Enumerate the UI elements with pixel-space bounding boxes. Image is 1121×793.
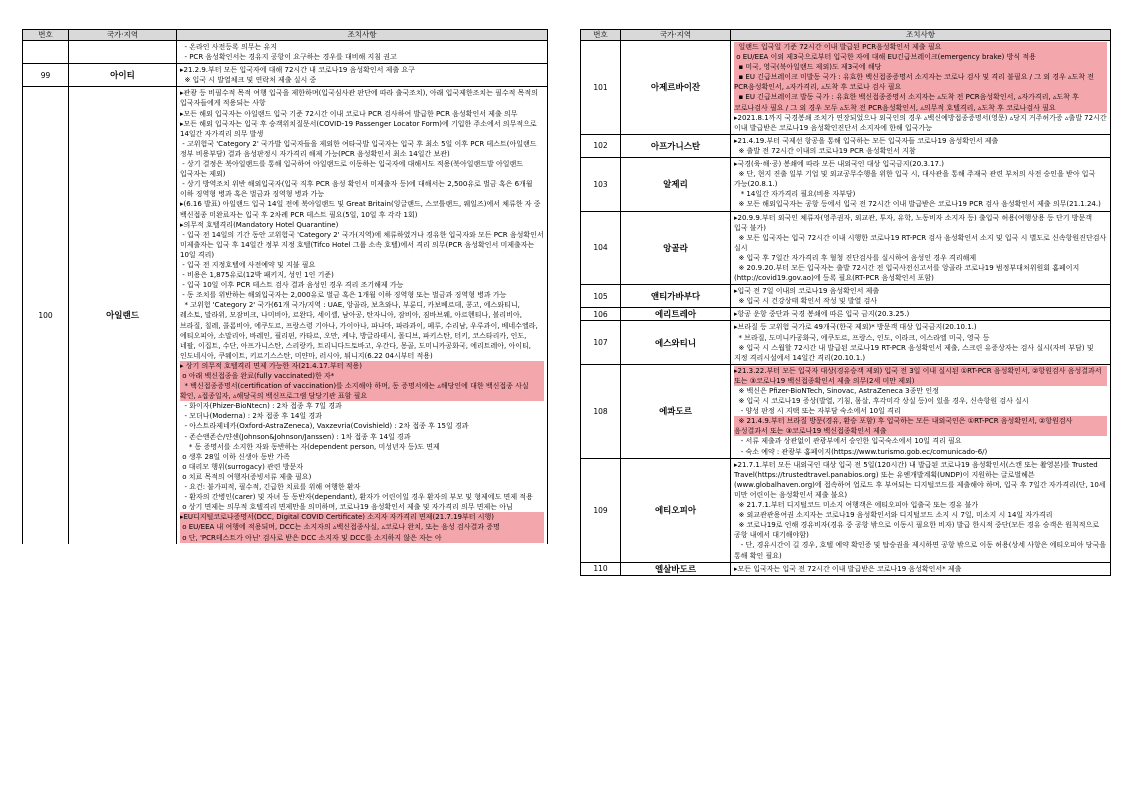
measure-line: ▸21.4.19.부터 국제선 항공을 통해 입국하는 모든 입국자들 코로나19 음성확인서 제출: [734, 136, 999, 145]
measure-line: - 양성 판정 시 지택 또는 자부담 숙소에서 10일 격리: [734, 407, 901, 416]
row-number: 104: [581, 211, 621, 285]
measure-line: ※ 백신은 Pfizer-BioNTech, Sinovac, AstraZeneca 3종만 인정: [734, 387, 939, 395]
country-name: 에스와티니: [621, 321, 731, 364]
table-row: [581, 211, 1111, 285]
measures-cell: [731, 285, 1111, 308]
highlighted-measure-line: ▪ 미국, 영국(북아일랜드 제외)도 제3국에 해당: [734, 62, 1107, 72]
measure-line: - PCR 음성확인서는 경유지 공항이 요구하는 경우를 대비해 지침 권고: [180, 53, 397, 62]
measures-cell: [731, 308, 1111, 321]
table-row: [581, 308, 1111, 321]
measure-line: ▸국경(육·해·공) 봉쇄에 따라 모든 내외국인 대상 입국금지(20.3.17.): [734, 160, 944, 169]
measure-line: ▸의무적 호텔격리(Mandatory Hotel Quarantine): [180, 220, 339, 229]
country-name: 엘살바도르: [621, 562, 731, 575]
measure-line: ※ 모든 해외입국자는 공항 등에서 입국 전 72시간 이내 발급받은 코로나19 PCR 검사 음성확인서 제출 의무(21.1.24.): [734, 200, 1101, 209]
measure-line: ▸관광 등 비필수적 목적 여행 입국을 제한하며(입국심사관 판단에 따라 출국조치), 아래 입국제한조치는 필수적 목적의 입국자들에게 적용되는 사항: [180, 89, 541, 108]
table-header-row: [581, 30, 1111, 41]
header-measures: 조치사항: [177, 30, 548, 41]
row-number: 106: [581, 308, 621, 321]
measure-line: - 비용은 1,875유로(12박 패키지, 성인 1인 기준): [180, 271, 334, 280]
table-row: [23, 64, 548, 87]
row-number: 101: [581, 41, 621, 135]
measure-line: ※ 입국 시 스웝할 72시간 내 발급된 코로나19 RT-PCR 음성확인서 제출, 스크린 유증상자는 검사 실시(자비 부담) 및 지정 격리시설에서 14일간 격리(20.10.1.): [734, 343, 1096, 362]
measure-line: * 14일간 자가격리 필요(비용 자부담): [734, 190, 856, 199]
table-row: [581, 41, 1111, 135]
header-num: 번호: [23, 30, 69, 41]
table-row: [581, 158, 1111, 211]
table-row: [581, 321, 1111, 364]
table-row: [581, 562, 1111, 575]
measure-line: - 입국 전 지정호텔에 사전예약 및 지불 필요: [180, 260, 316, 269]
measure-line: o 대리모 행위(surrogacy) 관련 방문자: [180, 462, 304, 471]
row-number: 109: [581, 458, 621, 562]
highlighted-measure-line: 일랜드 입국일 기준 72시간 이내 발급된 PCR음성확인서 제출 필요: [734, 42, 1107, 52]
row-number: [23, 41, 69, 64]
row-number: 99: [23, 64, 69, 87]
measure-line: - 환자의 간병인(carer) 및 자녀 등 동반자(dependant), 환자가 어린이일 경우 환자의 부모 및 형제에도 면제 적용: [180, 493, 533, 502]
measure-line: ※ 단, 현지 진출 일부 기업 및 외교공무수행을 위한 입국 시, 대사관을 통해 주재국 관련 부처의 사전 승인을 받아 입국 가능(20.8.1.): [734, 170, 1098, 189]
measures-cell: [731, 458, 1111, 562]
country-name: 에리트레아: [621, 308, 731, 321]
highlighted-measure-line: o EU/EEA 이외 제3국으로부터 입국한 자에 대해 EU긴급브레이크(emergency brake) 방식 적용: [734, 52, 1107, 62]
header-country: 국가·지역: [69, 30, 177, 41]
highlighted-measure-line: ▪ EU 긴급브레이크 발동 국가 : 유효한 백신접종증명서 소지자는 ▵도착 전 PCR음성확인서, ▵자가격리, ▵도착 후 코로나검사 필요 / 그 외 경우 모두 ▵도착 전 PCR음성확인서, ▵의무적 호텔격리, ▵도착 후 코로나검사 필요: [734, 92, 1107, 112]
row-number: 108: [581, 364, 621, 458]
measure-line: ▸모든 입국자는 입국 전 72시간 이내 발급받은 코로나19 음성확인서* 제출: [734, 564, 962, 573]
table-row: [581, 364, 1111, 458]
measure-line: ※ 모든 입국자는 입국 72시간 이내 시행한 코로나19 RT-PCR 검사 음성확인서 소지 및 입국 시 별도로 신속항원진단검사 실시: [734, 233, 1109, 252]
measure-line: ▸21.7.1.부터 모든 내외국인 대상 입국 전 5일(120시간) 내 발급된 코로나19 음성확인서(스캔 또는 촬영본)를 Trusted Travel(https://trustedtravel.panabios.org) 또는 유엔개발계획(UNDP)이 지원하는 글로벌헤븐(www.globalhaven.org)에 접속하여 업로드 후 부여되는 디지털코드를 제출해야 하며, 입국 후 7일간 자가격리(단, 10세 미만 어린이는 음성확인서 제출 불요): [734, 460, 1108, 499]
highlighted-measure-line: ▪ EU 긴급브레이크 미발동 국가 : 유효한 백신접종증명서 소지자는 코로나 검사 및 격리 불필요 / 그 외 경우 ▵도착 전 PCR음성확인서, ▵자가격리, ▵도착 후 코로나 검사 필요: [734, 72, 1107, 92]
measure-line: - 입국 전 14일의 기간 동안 고위험국 'Category 2' 국가(지역)에 체류하였거나 경유한 입국자와 모든 PCR 음성확인서 미제출자는 입국 후 14일간 정부 지정 호텔(Tifco Hotel 그룹 소속 호텔)에서 격리 의무(PCR 음성확인서 미제출자는 10일 격리): [180, 230, 546, 259]
measure-line: ▸브라질 등 고위험 국가로 49개국(한국 제외)* 방문객 대상 입국금지(20.10.1.): [734, 323, 977, 332]
header-num: 번호: [581, 30, 621, 41]
header-measures: 조치사항: [731, 30, 1111, 41]
measure-line: * 브라질, 도미니카공화국, 에쿠도르, 프랑스, 인도, 이라크, 이스라엘 미국, 영국 등: [734, 333, 990, 342]
measure-line: ※ 입국 시 발열체크 및 연락처 제출 실시 중: [180, 76, 317, 85]
highlighted-measure-line: o 아래 백신접종을 완료(fully vaccinated)한 자*: [180, 371, 544, 381]
country-name: 앙골라: [621, 211, 731, 285]
highlighted-measure-line: o 단, 'PCR테스트가 아닌' 검사로 받은 DCC 소지자 및 DCC를 소지하지 않은 자는 아: [180, 533, 544, 543]
measure-line: ※ 입국 후 7일간 자가격리 후 혈청 진단검사를 실시하여 음성인 경우 격리해제: [734, 253, 977, 262]
measure-line: o 상기 면제는 의무적 호텔격리 면제만을 의미하며, 코로나19 음성확인서 제출 및 자가격리 의무 면제는 아님: [180, 503, 513, 512]
highlighted-measure-line: ▸EU디지털코로나증명서(DCC, Digital COVID Certificate) 소지자 자가격리 면제(21.7.19부터 시행): [180, 512, 544, 522]
measures-cell: [177, 41, 548, 64]
measure-line: o 생후 28일 이하 신생아 동반 가족: [180, 452, 290, 461]
table-row: [23, 41, 548, 64]
measure-line: - 고위험국 'Category 2' 국가발 입국자들을 제외한 여타국발 입국자는 입국 후 최소 5일 이후 PCR 테스트(아일랜드 정부 비용부담) 결과 음성판정시 자가격리 해제 가능(PCR 음성확인서 최소 14일간 보관): [180, 139, 539, 158]
row-number: 105: [581, 285, 621, 308]
table-row: [581, 458, 1111, 562]
measure-line: ▸입국 전 7일 이내의 코로나19 음성확인서 제출: [734, 287, 880, 296]
highlighted-measure-line: * 백신접종증명서(certification of vaccination)를 소지해야 하며, 동 증명서에는 ▵해당인에 대한 백신접종 사실 확인, ▵접종일자, ▵해당국의 백신프로그램 담당기관 표함 필요: [180, 381, 544, 401]
measures-cell: [731, 321, 1111, 364]
measure-line: - 상기 방역조치 위반 해외입국자(입국 직후 PCR 음성 확인서 미제출자 등)에 대해서는 2,500유로 벌금 혹은 6개월 이하 징역형 병과 혹은 벌금과 징역형 병과 가능: [180, 180, 535, 199]
table-row: [581, 134, 1111, 157]
country-name: 아이티: [69, 64, 177, 87]
right-table-container: [580, 29, 1110, 576]
row-number: 103: [581, 158, 621, 211]
measure-line: ▸21.2.9.부터 모든 입국자에 대해 72시간 내 코로나19 음성확인서 제출 요구: [180, 66, 415, 75]
country-name: 에티오피아: [621, 458, 731, 562]
measures-cell: [731, 364, 1111, 458]
measure-line: ▸(6.16 발표) 아일랜드 입국 14일 전에 북아일랜드 및 Great Britain(잉글랜드, 스코틀랜드, 웨일즈)에서 체류한 자 중 백신접종 미완료자는 입국 후 2차례 PCR 테스트 필요(5일, 10일 후 각각 1회): [180, 200, 543, 219]
row-number: 102: [581, 134, 621, 157]
country-name: 알제리: [621, 158, 731, 211]
measure-line: ▸항공 운항 중단과 국경 봉쇄에 따른 입국 금지(20.3.25.): [734, 310, 910, 319]
measure-line: - 모더나(Moderna) : 2차 접종 후 14일 경과: [180, 412, 322, 421]
table-row: [581, 285, 1111, 308]
country-name: 아제르바이잔: [621, 41, 731, 135]
highlighted-measure-line: ※ 21.4.9.부터 브라질 방문(경유, 환승 포함) 후 입국하는 모든 내외국인은 ①RT-PCR 음성확인서, ②항원검사 음성결과서 또는 ③코로나19 백신접종확인서 제출: [734, 416, 1107, 436]
measure-line: - 온라인 사전등록 의무는 유지: [180, 43, 278, 51]
measure-line: ▸모든 해외 입국자는 입국 후 승객위치질문서(COVID-19 Passenger Locator Form)에 기입한 주소에서 의무적으로 14일간 자가격리 의무 발생: [180, 119, 539, 138]
measures-cell: [731, 211, 1111, 285]
right-measures-table: [580, 29, 1111, 576]
measure-line: - 입국 10일 이후 PCR 테스트 검사 결과 음성인 경우 격리 조기해제 가능: [180, 281, 404, 290]
country-name: [69, 41, 177, 64]
measure-line: ※ 20.9.20.부터 모든 입국자는 출발 72시간 전 입국사전신고서를 앙골라 코로나19 범정부대처위원회 홈페이지(http://covid19.gov.ao)에 등록 필요(RT-PCR 음성확인서 포함): [734, 263, 1080, 283]
header-country: 국가·지역: [621, 30, 731, 41]
measure-line: - 동 조치를 위반하는 해외입국자는 2,000유로 벌금 혹은 1개월 이하 징역형 또는 벌금과 징역형 병과 가능: [180, 291, 507, 300]
measure-line: * 고위험 'Category 2' 국가(61개 국가/지역 : UAE, 앙골라, 보츠와나, 부룬디, 카보베르데, 콩고, 에스와티니, 레소토, 말라위, 모잠비크, 나미비아, 르완다, 세이셸, 남아공, 탄자니아, 잠비아, 짐바브웨, 아르헨티나, 볼리비아, 브라질, 칠레, 콜롬비아, 에쿠도르, 프랑스령 기아나, 가이아나, 파나마, 파라과이, 페루, 수리남, 우루과이, 베네수엘라, 에티오피아, 소말리아, 바레인, 필리핀, 카타르, 오만, 케냐, 방글라데시, 몰디브, 파키스탄, 터키, 코스타리카, 인도, 네팔, 이집트, 수단, 아프가니스탄, 스리랑카, 트리니다드토바고, 우간다, 몽골, 도미니카공화국, 에리트레아, 아이티, 인도네시아, 쿠웨이트, 키르기스스탄, 미얀마, 러시아, 튀니지(6.22 04시부터 적용): [180, 301, 540, 360]
country-name: 앤티가바부다: [621, 285, 731, 308]
measure-line: - 단, 경유시간이 길 경우, 호텔 예약 확인증 및 탑승권을 제시하면 공항 밖으로 이동 허용(상세 사항은 에티오피아 당국을 통해 확인 필요): [734, 541, 1109, 560]
measure-line: ▸20.9.9.부터 외국인 체류자(영주권자, 외교관, 투자, 유학, 노동비자 소지자 등) 출입국 허용(여행상용 등 단기 방문객 입국 불가): [734, 213, 1095, 232]
measure-line: ※ 출발 전 72시간 이내의 코로나19 PCR 음성확인서 지참: [734, 146, 916, 155]
table-header-row: [23, 30, 548, 41]
table-row: [23, 87, 548, 544]
measure-line: - 서류 제출과 상관없이 관광부에서 승인한 입국숙소에서 10일 격리 필요: [734, 437, 962, 446]
measure-line: - 상기 결정은 북아일랜드를 통해 입국하여 아일랜드로 이동하는 입국자에 대해서도 적용(북아일랜드발 아일랜드 입국자는 제외): [180, 160, 526, 179]
measure-line: ※ 입국 시 건강상태 확인서 작성 및 발열 검사: [734, 297, 878, 306]
measure-line: - 아스트라제네카(Oxford-AstraZeneca), Vaxzevria(Covishield) : 2차 접종 후 15일 경과: [180, 422, 469, 431]
measures-cell: [177, 87, 548, 544]
measure-line: * 동 증명서를 소지한 자와 동반하는 자(dependent person, 미성년자 등)도 면제: [180, 442, 440, 451]
measure-line: ▸2021.8.1까지 국경봉쇄 조치가 연장되었으나 외국인의 경우 ▵백신예방접종증명서(영문) ▵당지 거주허가증 ▵출발 72시간 이내 발급받은 코로나19 음성확인진단서 소지자에 한해 입국가능: [734, 113, 1109, 132]
measure-line: ▸모든 해외 입국자는 아일랜드 입국 기준 72시간 이내 코로나 PCR 검사하여 발급한 PCR 음성확인서 제출 의무: [180, 109, 518, 118]
measure-line: ※ 외교관관용여권 소지자는 코로나19 음성확인서와 디지털코드 소지 시 7일, 미소지 시 14일 자가격리: [734, 511, 1053, 520]
left-table-container: [22, 29, 547, 544]
measure-line: ※ 21.7.1.부터 디지털코드 미소지 여행객은 에티오피아 입출국 또는 경유 불가: [734, 501, 979, 510]
measure-line: - 숙소 예약 : 관광부 홈페이지(https://www.turismo.gob.ec/comunicado-6/): [734, 447, 988, 456]
highlighted-measure-line: ▸21.3.22.부터 모든 입국자 대상(경유승객 제외) 입국 전 3일 이내 실시된 ①RT-PCR 음성확인서, ②항원검사 음성결과서 또는 ③코로나19 백신접종확인서 제출 의무(2세 미만 제외): [734, 366, 1107, 386]
measure-line: o 치료 목적의 여행자(증빙서류 제출 필요): [180, 472, 312, 481]
measures-cell: [731, 158, 1111, 211]
row-number: 100: [23, 87, 69, 544]
measures-cell: [731, 41, 1111, 135]
measure-line: ※ 코로나19로 인해 경유비자(경유 중 공항 밖으로 이동시 필요한 비자) 발급 한시적 중단(모든 경유 승객은 원칙적으로 공항 내에서 대기해야함): [734, 521, 1102, 540]
highlighted-measure-line: ▸ 상기 의무적 호텔격리 면제 가능한 자(21.4.17.부터 적용): [180, 361, 544, 371]
row-number: 107: [581, 321, 621, 364]
row-number: 110: [581, 562, 621, 575]
measure-line: - 존슨앤존슨/얀센(Johnson&Johnson/Janssen) : 1차 접종 후 14일 경과: [180, 432, 411, 441]
left-measures-table: [22, 29, 548, 544]
measure-line: ※ 입국 시 코로나19 증상(발열, 기침, 몸살, 후각미각 상실 등)이 있을 경우, 신속항원 검사 실시: [734, 397, 1029, 406]
measure-line: - 화이자(Phizer-BioNtecn) : 2차 접종 후 7일 경과: [180, 402, 342, 411]
measures-cell: [177, 64, 548, 87]
measures-cell: [731, 134, 1111, 157]
country-name: 아프가니스탄: [621, 134, 731, 157]
measure-line: - 요건: 불가피적, 필수적, 긴급한 치료를 위해 여행한 환자: [180, 483, 361, 492]
highlighted-measure-line: o EU/EEA 내 여행에 적용되며, DCC는 소지자의 ▵백신접종사실, ▵코로나 완치, 또는 음성 검사결과 증명: [180, 522, 544, 532]
measures-cell: [731, 562, 1111, 575]
country-name: 에콰도르: [621, 364, 731, 458]
country-name: 아일랜드: [69, 87, 177, 544]
